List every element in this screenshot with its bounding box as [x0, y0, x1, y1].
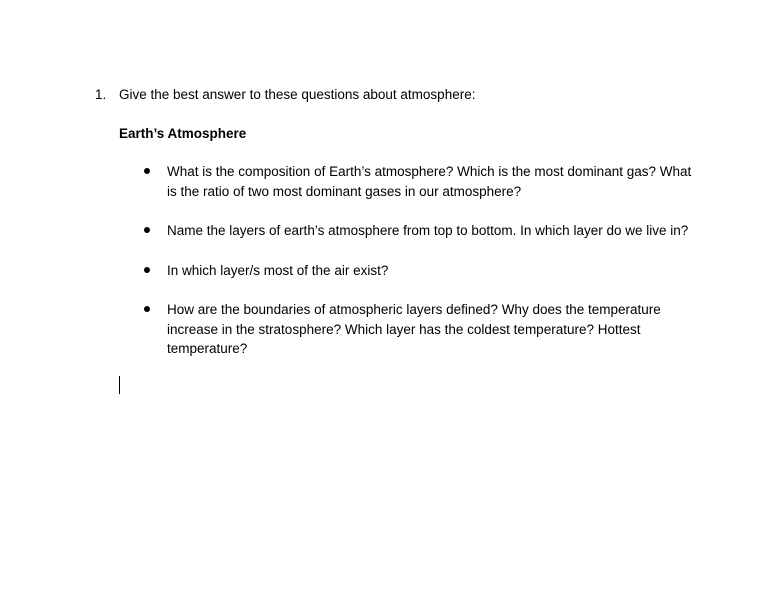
section-heading: Earth’s Atmosphere [119, 126, 247, 141]
bullet-icon [144, 227, 150, 233]
bullet-text: What is the composition of Earth’s atmosphere? Which is the most dominant gas? What is the ratio of two most dominant gases in our atmosphere? [167, 164, 692, 199]
question-item [95, 85, 475, 104]
question-text: Give the best answer to these questions about atmosphere: [119, 87, 476, 102]
list-item [140, 221, 700, 241]
list-item [140, 300, 700, 359]
bullet-text: In which layer/s most of the air exist? [167, 262, 389, 278]
text-cursor [119, 376, 120, 394]
list-item [140, 261, 700, 281]
question-bullet-list [140, 162, 700, 379]
list-item [140, 162, 700, 201]
bullet-text: Name the layers of earth’s atmosphere from top to bottom. In which layer do we live in? [167, 223, 689, 238]
bullet-icon [144, 267, 150, 273]
bullet-text: How are the boundaries of atmospheric layers defined? Why does the temperature increase in the stratosphere? Which layer has the coldest temperature? Hottest temperature? [167, 302, 661, 356]
bullet-icon [144, 168, 150, 174]
question-number: 1. [95, 87, 107, 102]
bullet-icon [144, 306, 150, 312]
